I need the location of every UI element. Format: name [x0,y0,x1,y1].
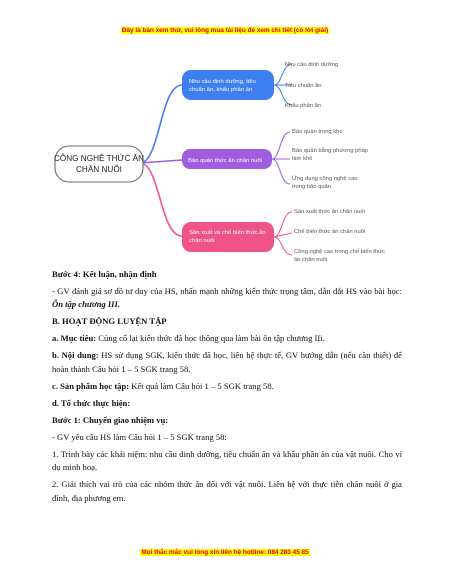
leaf-hightech-line1: Ứng dụng công nghệ cao [292,176,358,182]
connector-center-branch3 [140,163,182,236]
branch-nutrition-line2: chuẩn ăn, khẩu phần ăn [189,87,253,93]
branch-production-line2: chăn nuôi [189,238,215,244]
aim-label: a. Mục tiêu: [52,333,97,344]
preview-notice-text: Đây là bản xem thử, vui lòng mua tài liệu để xem chi tiết (có lời giải) [121,27,329,34]
leaf-hightech-line2: trong bảo quản [292,184,332,190]
leaf-hightech-processing-line2: ăn chăn nuôi [294,257,328,263]
leaf-feed-processing: Chế biến thức ăn chăn nuôi [294,229,366,235]
question-1: 1. Trình bày các khái niệm: nhu cầu dinh dưỡng, tiêu chuẩn ăn và khẩu phần ăn của vật nuôi. Cho ví dụ minh hoạ. [52,448,402,473]
leaf-drying-line1: Bảo quản bằng phương pháp [292,148,369,154]
connector-center-branch1 [140,85,182,163]
step1-heading: Bước 1: Chuyển giao nhiệm vụ: [52,414,169,425]
aim-text: Củng cố lại kiến thức đã học thông qua làm bài ôn tập chương IIi. [96,333,325,344]
branch-preservation-label: Bảo quản thức ăn chăn nuôi [188,158,263,164]
lesson-body [52,268,402,509]
content-paragraph [52,349,402,376]
request-paragraph: - GV yêu cầu HS làm Câu hỏi 1 – 5 SGK trang 58: [52,431,227,442]
product-paragraph [52,380,402,393]
branch-node-nutrition [182,70,274,100]
section-b-heading: B. HOẠT ĐỘNG LUYỆN TẬP [52,316,167,327]
aim-paragraph [52,332,402,345]
center-node-line2: CHĂN NUÔI [76,165,122,174]
leaf-feeding-standard: Tiêu chuẩn ăn [285,83,322,89]
hotline-banner [0,549,450,556]
step4-heading: Bước 4: Kết luận, nhận định [52,269,157,279]
product-text: Kết quả làm Câu hỏi 1 – 5 SGK trang 58. [129,380,274,391]
leaf-storage: Bảo quản trong kho [292,129,343,135]
connector-leaf-3-3 [274,237,292,255]
step4-paragraph [52,285,402,312]
step4-text: - GV đánh giá sơ đồ tư duy của HS, nhấn mạnh những kiến thức trọng tâm, dẫn dắt HS vào bài học: [52,286,402,296]
leaf-feed-production: Sản xuất thức ăn chăn nuôi [294,209,365,215]
leaf-hightech-processing-line1: Công nghệ cao trong chế biến thức [294,249,385,255]
step4-emphasis: Ôn tập chương III. [52,299,121,310]
connector-leaf-2-1 [272,132,290,159]
hotline-text: Mọi thắc mắc vui lòng xin liên hệ hotline: 084 283 45 85 [141,549,309,556]
branch-nutrition-line1: Nhu cầu dinh dưỡng, tiêu [189,79,256,85]
product-label: c. Sản phẩm học tập: [52,380,130,391]
content-label: b. Nội dung: [52,350,99,361]
leaf-nutrition-need: Nhu cầu dinh dưỡng [285,62,339,68]
mind-map-center-node [55,146,143,182]
content-text: HS sử dụng SGK, kiến thức đã học, liên hệ thực tế, GV hướng dẫn (nếu cần thiết) để hoàn thành Câu hỏi 1 – 5 SGK trang 58. [52,350,402,374]
question-2: 2. Giải thích vai trò của các nhóm thức ăn đối với vật nuôi. Liên hệ với thực tiễn chăn nuôi ở gia đình, địa phương em. [52,479,402,503]
connector-leaf-2-3 [272,159,290,184]
branch-node-production [182,222,274,252]
organization-heading: d. Tổ chức thực hiện: [52,397,131,408]
leaf-drying-line2: làm khô [292,156,313,162]
center-node-line1: CÔNG NGHỆ THỨC ĂN [53,154,145,163]
branch-production-line1: Sản xuất và chế biến thức ăn [189,230,266,236]
leaf-ration: Khẩu phần ăn [285,103,322,109]
mind-map-diagram [0,0,450,270]
